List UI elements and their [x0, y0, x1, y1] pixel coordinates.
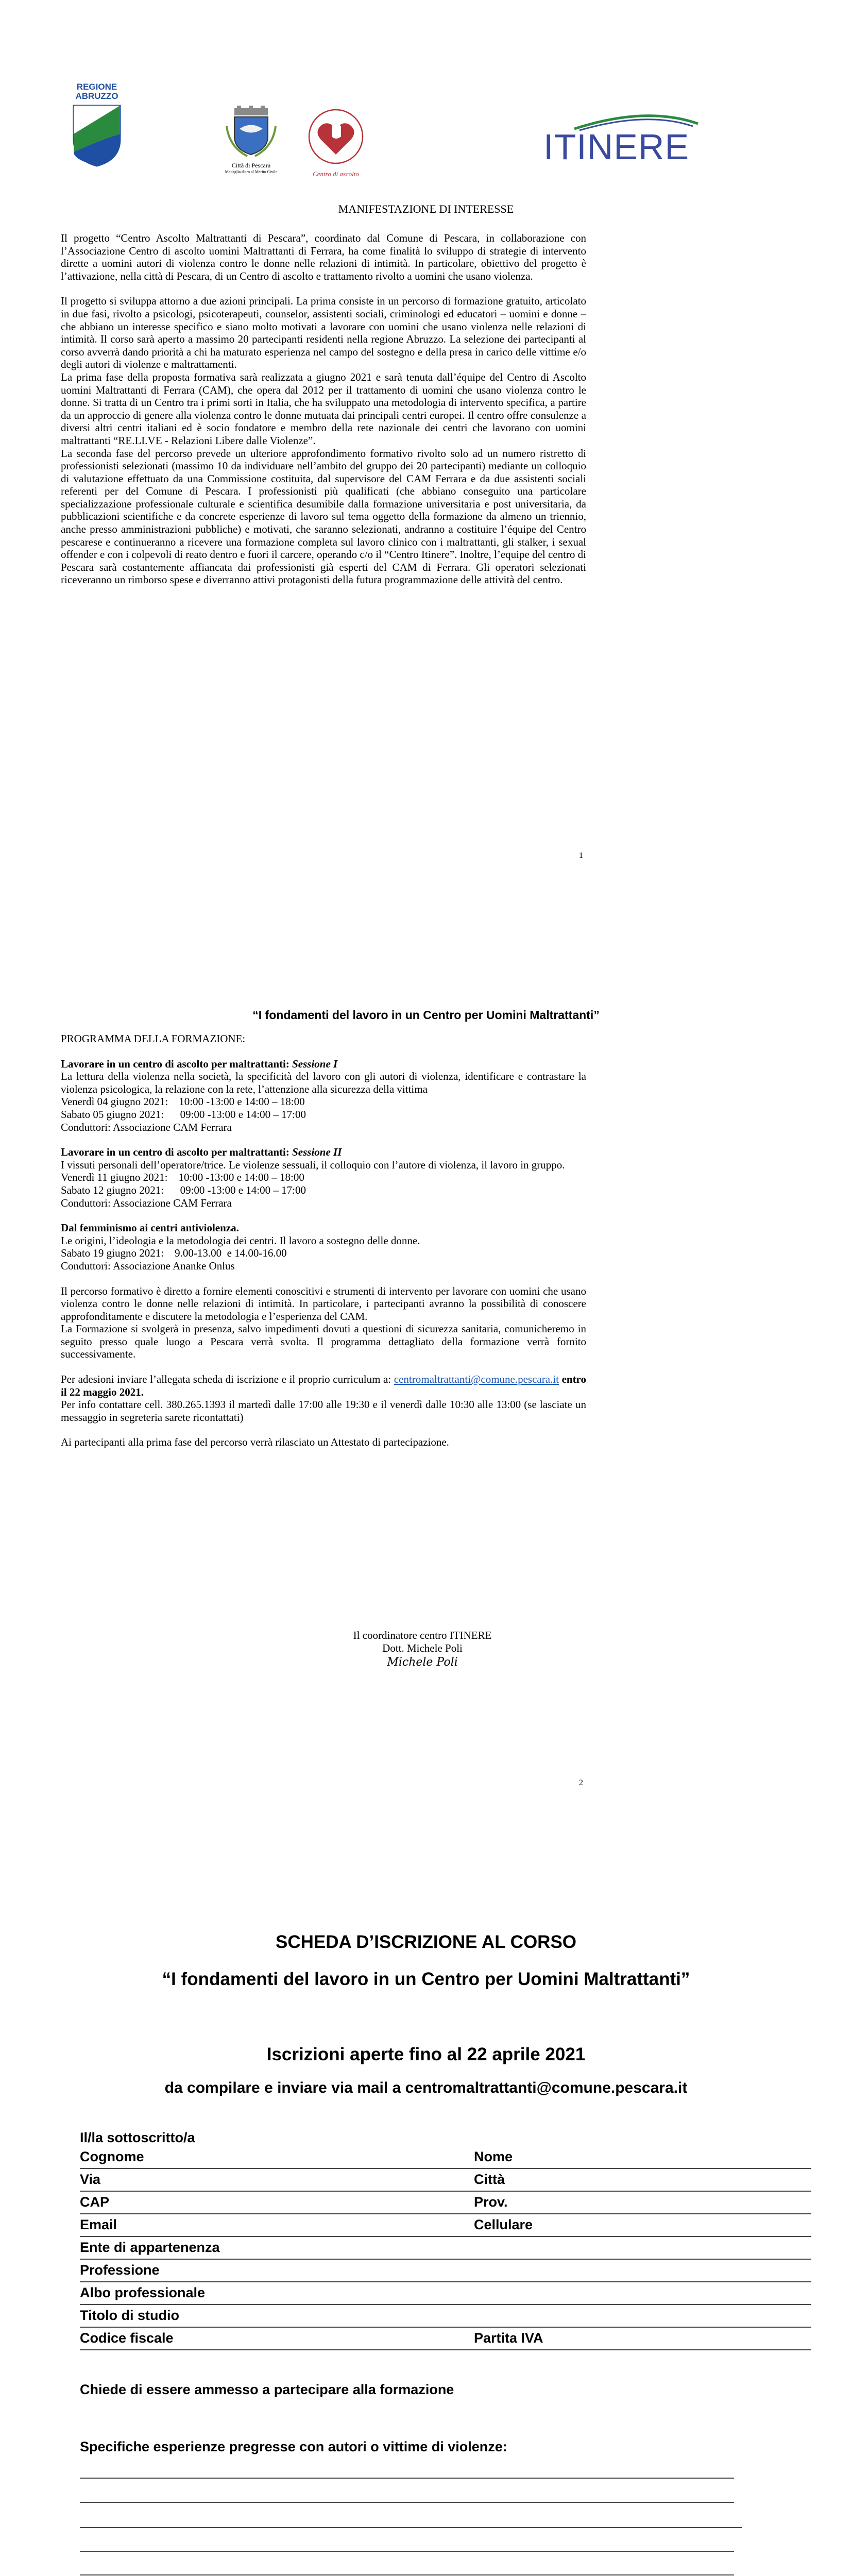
session-2-date-2: Sabato 12 giugno 2021: 09:00 -13:00 e 14:00 – 17:00	[61, 1183, 306, 1196]
info-contact: Per info contattare cell. 380.265.1393 il martedì dalle 17:00 alle 19:30 e il venerdì dalle 10:30 alle 13:00 (se lasciate un messaggio in segreteria sarete ricontattati)	[61, 1398, 586, 1423]
session-2-lead: Conduttori: Associazione CAM Ferrara	[61, 1196, 232, 1209]
page-1-body	[61, 232, 586, 586]
signatory-role: Il coordinatore centro ITINERE	[353, 1629, 492, 1641]
field-vat-number: Partita IVA	[474, 2330, 543, 2346]
session-3-description: Le origini, l’ideologia e la metodologia dei centri. Il lavoro a sostegno delle donne.	[61, 1234, 420, 1247]
session-1-title-text: Lavorare in un centro di ascolto per maltrattanti:	[61, 1057, 293, 1070]
field-email: Email	[80, 2217, 117, 2232]
session-3-lead: Conduttori: Associazione Ananke Onlus	[61, 1259, 235, 1272]
application-instructions	[61, 1373, 586, 1398]
session-2-date-1: Venerdì 11 giugno 2021: 10:00 -13:00 e 14:00 – 18:00	[61, 1171, 304, 1184]
comune-pescara-sublabel: Medaglia d'oro al Merito Civile	[225, 170, 278, 174]
page-2	[0, 1005, 852, 1855]
field-tax-code: Codice fiscale	[80, 2330, 174, 2346]
field-row-postal[interactable]	[80, 2193, 811, 2214]
send-instructions: da compilare e inviare via mail a centromaltrattanti@comune.pescara.it	[164, 2079, 688, 2096]
field-name: Nome	[474, 2149, 513, 2164]
field-row-register[interactable]	[80, 2283, 811, 2305]
field-row-profession[interactable]	[80, 2261, 811, 2282]
application-email-link[interactable]: centromaltrattanti@comune.pescara.it	[394, 1373, 559, 1386]
session-2-label: Sessione II	[292, 1146, 342, 1159]
admission-request: Chiede di essere ammesso a partecipare alla formazione	[80, 2382, 454, 2397]
session-1-date-1: Venerdì 04 giugno 2021: 10:00 -13:00 e 14:00 – 18:00	[61, 1095, 305, 1108]
field-cap: CAP	[80, 2194, 110, 2210]
undersigned-label: Il/la sottoscritto/a	[80, 2130, 195, 2145]
session-1-date-2: Sabato 05 giugno 2021: 09:00 -13:00 e 14:00 – 17:00	[61, 1108, 306, 1121]
page-1	[0, 0, 852, 1005]
field-organization: Ente di appartenenza	[80, 2240, 220, 2255]
experience-line-3[interactable]	[80, 2527, 742, 2528]
session-1-label: Sessione I	[292, 1057, 338, 1070]
experience-line-2[interactable]	[80, 2502, 734, 2503]
field-row-organization[interactable]	[80, 2238, 811, 2260]
course-venue: La Formazione si svolgerà in presenza, salvo impedimenti dovuti a questioni di sicurezza sanitaria, comunicheremo in seguito presso quale luogo a Pescara verrà svolta. Il programma dettagliato della formazione verrà fornito successivamente.	[61, 1323, 586, 1361]
application-text: Per adesioni inviare l’allegata scheda di iscrizione e il proprio curriculum a:	[61, 1373, 394, 1386]
centro-ascolto-logo	[305, 106, 367, 178]
experience-line-1[interactable]	[80, 2478, 734, 2479]
paragraph-phase-two: La seconda fase del percorso prevede un ulteriore approfondimento formativo rivolto solo ad un numero ristretto di professionisti selezionati (massimo 10 da individuare nell’ambito del gruppo dei 20 partecipanti) mediante un colloquio di valutazione effettuato da una Commissione costituita, dal supervisore del CAM Ferrara e da due assistenti sociali referenti per del Comune di Pescara. I professionisti più qualificati (che abbiano conseguito una particolare specializzazione professionale culturale e scientifica desumibile dalla formazione universitaria e post universitaria, da pubblicazioni scientifiche e da concrete esperienze di lavoro sul tema oggetto della formazione da almeno un triennio, anche presso amministrazioni pubbliche) e motivati, che saranno selezionati, andranno a costituire l’équipe del Centro pescarese e continueranno a ricevere una formazione completa sul lavoro clinico con i maltrattanti, gli stalker, i sexual offender e con i colpevoli di reato dentro e fuori il carcere, operando c/o il “Centro Itinere”. Inoltre, l’equipe del centro di Pescara sarà costantemente affiancata dai professionisti già esperti del CAM di Ferrara. Gli operatori selezionati riceveranno un rimborso spese e diverranno attivi protagonisti della futura programmazione delle attività del centro.	[61, 447, 587, 586]
page-3	[0, 1855, 852, 2576]
itinere-logo	[543, 111, 713, 167]
course-purpose: Il percorso formativo è diretto a fornire elementi conoscitivi e strumenti di intervento per lavorare con uomini che usano violenza contro le donne nelle relazioni di intimità. In particolare, i partecipanti avranno la possibilità di conoscere approfonditamente e discutere la metodologia e l’esperienza del CAM.	[61, 1284, 586, 1323]
session-2-title-text: Lavorare in un centro di ascolto per maltrattanti:	[61, 1146, 293, 1159]
application-deadline: entro il 22 maggio 2021.	[61, 1373, 587, 1398]
regione-abruzzo-label: REGIONE ABRUZZO	[75, 82, 118, 101]
field-surname: Cognome	[80, 2149, 144, 2164]
paragraph-project: Il progetto “Centro Ascolto Maltrattanti di Pescara”, coordinato dal Comune di Pescara, in collaborazione con l’Associazione Centro di ascolto uomini Maltrattanti di Ferrara, ha come finalità lo sviluppo di strategie di intervento dirette a uomini autori di violenza contro le donne nelle relazioni di intimità. In particolare, obiettivo del progetto è l’attivazione, nella città di Pescara, di un Centro di ascolto e trattamento rivolto a uomini che usano violenza.	[61, 232, 586, 282]
session-3-date: Sabato 19 giugno 2021: 9.00-13.00 e 14.00-16.00	[61, 1247, 287, 1260]
session-3-title: Dal femminismo ai centri antiviolenza.	[61, 1222, 239, 1234]
session-2-description: I vissuti personali dell’operatore/trice. Le violenze sessuali, il colloquio con l’autore di violenza, il lavoro in gruppo.	[61, 1158, 565, 1171]
signature-block	[258, 1629, 587, 1669]
comune-pescara-logo	[216, 106, 286, 175]
field-row-contact[interactable]	[80, 2215, 811, 2237]
page-number: 1	[579, 851, 583, 860]
form-subtitle: “I fondamenti del lavoro in un Centro per Uomini Maltrattanti”	[162, 1969, 690, 1989]
abruzzo-shield-icon	[71, 103, 123, 167]
session-1-description: La lettura della violenza nella società, la specificità del lavoro con gli autori di violenza, identificare e contrastare la violenza psicologica, la relazione con la rete, l’attenzione alla sicurezza della vittima	[61, 1070, 586, 1095]
field-education: Titolo di studio	[80, 2308, 179, 2323]
field-professional-register: Albo professionale	[80, 2285, 206, 2300]
program-heading: PROGRAMMA DELLA FORMAZIONE:	[61, 1032, 246, 1045]
field-row-education[interactable]	[80, 2306, 811, 2328]
field-province: Prov.	[474, 2194, 508, 2210]
comune-pescara-label: Città di Pescara	[231, 162, 271, 169]
paragraph-actions: Il progetto si sviluppa attorno a due azioni principali. La prima consiste in un percorso di formazione gratuito, articolato in due fasi, rivolto a psicologi, psicoterapeuti, counselor, assistenti sociali, criminologi ed educatori – uomini e donne – che abbiano un interesse specifico e siano molto motivati a lavorare con uomini che usano violenza nelle relazioni di intimità. Il corso sarà aperto a massimo 20 partecipanti residenti nella regione Abruzzo. La selezione dei partecipanti al corso avverrà dando priorità a chi ha maturato esperienza nel campo del sostegno e della presa in carico delle vittime e/o degli autori di violenze e maltrattamenti.	[61, 295, 586, 371]
coat-of-arms-icon	[216, 106, 286, 157]
paragraph-phase-one: La prima fase della proposta formativa sarà realizzata a giugno 2021 e sarà tenuta dall’équipe del Centro di Ascolto uomini Maltrattanti di Ferrara (CAM), che opera dal 2012 per il trattamento di uomini che usano violenza contro le donne. Si tratta di un Centro tra i primi sorti in Italia, che ha sviluppato una metodologia di intervento specifica, a partire da un approccio di genere alla violenza contro le donne mutuata dai principali centri europei. Il centro offre consulenze a diversi altri centri italiani ed è socio fondatore e membro della rete nazionale dei centri che lavorano con uomini maltrattanti “RE.LI.VE - Relazioni Libere dalle Violenze”.	[61, 370, 586, 447]
session-1-lead: Conduttori: Associazione CAM Ferrara	[61, 1121, 232, 1133]
field-row-name[interactable]	[80, 2147, 811, 2169]
field-city: Città	[474, 2172, 505, 2187]
experience-label: Specifiche esperienze pregresse con autori o vittime di violenze:	[80, 2439, 507, 2454]
signatory-name: Dott. Michele Poli	[382, 1641, 463, 1654]
heart-profile-icon	[305, 106, 367, 167]
itinere-wordmark: ITINERE	[543, 127, 690, 167]
session-1-title	[61, 1058, 586, 1071]
form-title: SCHEDA D’ISCRIZIONE AL CORSO	[275, 1932, 577, 1952]
page-2-body	[61, 1032, 586, 1461]
page-1-heading: MANIFESTAZIONE DI INTERESSE	[338, 202, 514, 215]
field-street: Via	[80, 2172, 101, 2187]
certificate-note: Ai partecipanti alla prima fase del percorso verrà rilasciato un Attestato di partecipazione.	[61, 1436, 449, 1449]
course-title: “I fondamenti del lavoro in un Centro per Uomini Maltrattanti”	[252, 1008, 600, 1022]
experience-line-4[interactable]	[80, 2551, 734, 2552]
experience-line-5[interactable]	[80, 2574, 734, 2575]
field-mobile: Cellulare	[474, 2217, 533, 2232]
centro-ascolto-label: Centro di ascolto	[313, 170, 359, 178]
page-number: 2	[579, 1778, 583, 1787]
field-profession: Professione	[80, 2262, 160, 2278]
handwritten-signature: Michele Poli	[387, 1656, 458, 1669]
session-2-title	[61, 1146, 586, 1159]
regione-abruzzo-logo	[71, 82, 123, 167]
field-row-address[interactable]	[80, 2170, 811, 2192]
field-row-tax[interactable]	[80, 2329, 811, 2350]
registration-open: Iscrizioni aperte fino al 22 aprile 2021	[266, 2044, 586, 2064]
